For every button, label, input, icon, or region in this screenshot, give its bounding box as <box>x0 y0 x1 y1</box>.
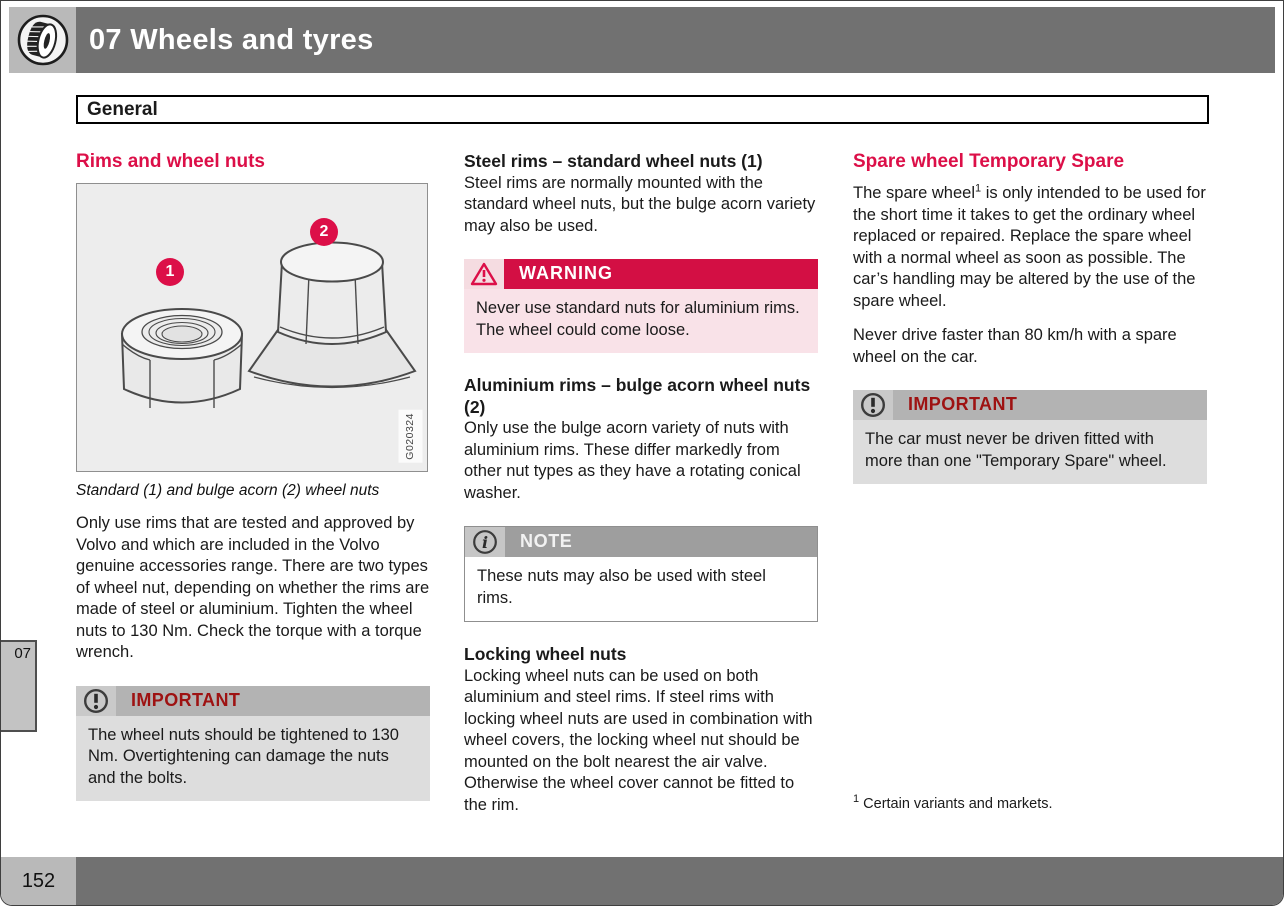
note-box-titlebar <box>505 527 817 557</box>
footnote-text: Certain variants and markets. <box>863 796 1053 812</box>
warning-box <box>464 259 818 353</box>
callout-1-badge <box>156 258 184 286</box>
col3-paragraph-1 <box>853 183 1207 312</box>
note-box-title: NOTE <box>520 531 573 552</box>
callout-2-number: 2 <box>319 223 329 241</box>
important-box-2 <box>853 390 1207 484</box>
note-box-body: These nuts may also be used with steel rims. <box>465 557 817 621</box>
col1-heading: Rims and wheel nuts <box>76 151 265 172</box>
footer-bar <box>76 857 1283 905</box>
page-number: 152 <box>1 857 76 905</box>
important-box-2-body: The car must never be driven fitted with more than one "Temporary Spare" wheel. <box>853 420 1207 484</box>
section-title: General <box>87 98 158 120</box>
warning-box-titlebar <box>504 259 818 289</box>
column-1 <box>76 151 430 801</box>
chapter-title: 07 Wheels and tyres <box>89 23 374 56</box>
col2-paragraph-1: Steel rims are normally mounted with the standard wheel nuts, but the bulge acorn variety may also be used. <box>464 173 816 235</box>
column-2 <box>464 151 818 816</box>
col2-paragraph-2: Only use the bulge acorn variety of nuts with aluminium rims. These differ markedly from other nut types as they have a rotating conical washer. <box>464 419 801 502</box>
warning-triangle-icon <box>464 259 504 289</box>
col3-p1-text: The spare wheel <box>853 184 975 202</box>
warning-box-body: Never use standard nuts for aluminium rims. The wheel could come loose. <box>464 289 818 353</box>
note-box-header <box>465 527 817 557</box>
important-box-1-titlebar <box>116 686 430 716</box>
col2-heading-3: Locking wheel nuts <box>464 644 627 664</box>
column-3 <box>853 151 1207 851</box>
chapter-side-tab-label: 07 <box>14 645 31 662</box>
footnote <box>853 794 1053 816</box>
important-box-2-header <box>853 390 1207 420</box>
exclamation-circle-icon <box>76 686 116 716</box>
important-box-1-body: The wheel nuts should be tightened to 130 Nm. Overtightening can damage the nuts and the bolts. <box>76 716 430 802</box>
section-header-box <box>76 95 1209 124</box>
info-circle-icon <box>465 527 505 557</box>
col1-paragraph: Only use rims that are tested and approved by Volvo and which are included in the Volvo genuine accessories range. There are two types of wheel nut, depending on whether the rims are made of steel or aluminium. Tighten the wheel nuts to 130 Nm. Check the torque with a torque wrench. <box>76 514 430 661</box>
tyre-icon <box>16 13 70 67</box>
wheel-nuts-figure <box>76 183 428 472</box>
col2-heading-1: Steel rims – standard wheel nuts (1) <box>464 151 763 171</box>
figure-caption: Standard (1) and bulge acorn (2) wheel nuts <box>76 482 380 499</box>
col3-heading: Spare wheel Temporary Spare <box>853 151 1125 172</box>
chapter-side-tab <box>1 640 37 732</box>
important-box-1-header <box>76 686 430 716</box>
footnote-number: 1 <box>853 793 860 806</box>
important-box-1-title: IMPORTANT <box>131 689 241 710</box>
chapter-icon-box <box>9 7 76 73</box>
col2-paragraph-3: Locking wheel nuts can be used on both aluminium and steel rims. If steel rims with locking wheel nuts are used in combination with wheel covers, the locking wheel nut should be mounted on the bolt nearest the air valve. Otherwise the wheel cover cannot be fitted to the rim. <box>464 666 813 814</box>
warning-box-title: WARNING <box>519 263 613 284</box>
chapter-header-bar <box>76 7 1275 73</box>
important-box-2-title: IMPORTANT <box>908 394 1018 415</box>
page-footer <box>1 857 1283 905</box>
info-glyph: i <box>481 533 489 552</box>
note-box <box>464 526 818 622</box>
callout-2-badge <box>310 218 338 246</box>
important-box-2-titlebar <box>893 390 1207 420</box>
footnote-marker: 1 <box>975 182 982 195</box>
col3-paragraph-2: Never drive faster than 80 km/h with a spare wheel on the car. <box>853 326 1177 366</box>
callout-1-number: 1 <box>165 263 175 281</box>
warning-box-header <box>464 259 818 289</box>
figure-code: G020324 <box>399 410 423 463</box>
col3-p1-text-cont: is only intended to be used for the short time it takes to get the ordinary wheel replaced or repaired. Replace the spare wheel with a normal wheel as soon as possible. The car’s handling may be altered by the use of the spare wheel. <box>853 184 1206 310</box>
exclamation-circle-icon <box>853 390 893 420</box>
col2-heading-2: Aluminium rims – bulge acorn wheel nuts (2) <box>464 375 811 417</box>
important-box-1 <box>76 686 430 802</box>
wheel-nuts-illustration <box>77 184 426 470</box>
